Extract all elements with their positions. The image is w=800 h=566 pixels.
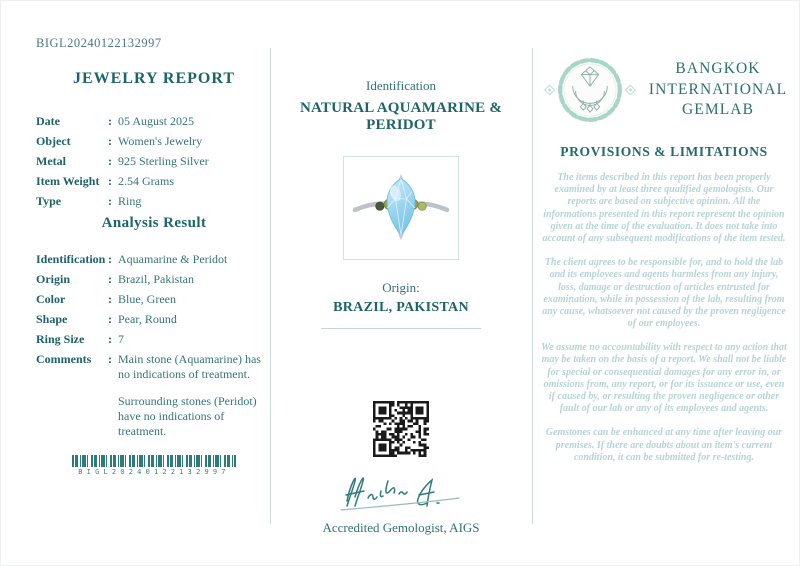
field-label: Item Weight <box>36 174 100 188</box>
report-details-column <box>36 70 272 476</box>
barcode-text: BIGL20240122132997 <box>78 468 230 476</box>
field-row-ring-size <box>36 332 272 347</box>
comments-paragraph-1: Main stone (Aquamarine) has no indications of treatment. <box>118 352 261 381</box>
lab-header <box>540 52 788 128</box>
barcode <box>72 455 236 467</box>
field-colon: : <box>108 292 112 306</box>
field-colon: : <box>108 352 112 366</box>
field-label: Ring Size <box>36 332 85 346</box>
field-colon: : <box>108 194 112 208</box>
field-label: Type <box>36 194 62 208</box>
qr-code <box>373 401 429 457</box>
identification-heading: Identification <box>365 78 437 93</box>
field-label: Comments <box>36 352 92 366</box>
field-value: 7 <box>118 332 124 346</box>
field-value: 05 August 2025 <box>118 114 195 128</box>
field-colon: : <box>108 272 112 286</box>
identification-column <box>272 78 530 536</box>
field-value: 2.54 Grams <box>118 174 174 188</box>
field-row-object <box>36 134 272 149</box>
field-row-origin <box>36 272 272 287</box>
field-value: Aquamarine & Peridot <box>118 252 228 266</box>
provision-paragraph-2: The client agrees to be responsible for, and to hold the lab and its employees and agents harmless from any injury, loss, damage or destruction of articles entrusted for examination, while in possession of the lab, resulting from any cause, whatsoever not caused by the proven negligence of our employees. <box>542 257 786 330</box>
field-row-date <box>36 114 272 129</box>
field-colon: : <box>108 252 112 266</box>
field-row-item-weight <box>36 174 272 189</box>
lab-name-line: BANGKOK <box>675 60 761 78</box>
ring-photo <box>349 162 453 254</box>
field-label: Color <box>36 292 66 306</box>
field-value: Blue, Green <box>118 292 176 306</box>
analysis-result-title: Analysis Result <box>101 215 207 231</box>
field-row-type <box>36 194 272 209</box>
column-divider-right <box>532 48 533 524</box>
field-value <box>118 352 272 439</box>
field-value: Brazil, Pakistan <box>118 272 194 286</box>
field-colon: : <box>108 332 112 346</box>
field-row-identification <box>36 252 272 267</box>
identification-value: NATURAL AQUAMARINE & PERIDOT <box>299 100 503 133</box>
column-divider-left <box>270 48 271 524</box>
field-label: Origin <box>36 272 71 286</box>
field-value: Pear, Round <box>118 312 177 326</box>
origin-heading: Origin: <box>382 280 420 295</box>
field-value: Ring <box>118 194 142 208</box>
field-row-metal <box>36 154 272 169</box>
lab-name-line: INTERNATIONAL <box>648 80 788 98</box>
field-value: 925 Sterling Silver <box>118 154 209 168</box>
signature <box>272 465 530 520</box>
serial-number: BIGL20240122132997 <box>36 36 162 50</box>
field-colon: : <box>108 114 112 128</box>
field-label: Metal <box>36 154 66 168</box>
field-colon: : <box>108 134 112 148</box>
field-colon: : <box>108 174 112 188</box>
provisions-title: PROVISIONS & LIMITATIONS <box>560 144 768 159</box>
provision-paragraph-1: The items described in this report has been properly examined by at least three qualified gemologists. Our reports are based on subjective opinion. All the informations presented in this report represent the opinion given at the time of the evaluation. It does not take into account of any subsequent modifications of the item tested. <box>542 172 786 244</box>
barcode-block <box>36 455 272 476</box>
field-label: Shape <box>36 312 68 326</box>
comments-paragraph-2: Surrounding stones (Peridot) have no indications of treatment. <box>118 394 257 438</box>
jewelry-report-title: JEWELRY REPORT <box>72 70 236 87</box>
gemologist-title: Accredited Gemologist, AIGS <box>322 520 480 535</box>
lab-column <box>540 52 788 464</box>
lab-name-line: GEMLAB <box>681 101 755 119</box>
lab-name <box>648 59 788 120</box>
ring-photo-frame <box>343 156 459 260</box>
provision-paragraph-3: We assume no accountability with respect to any action that may be taken on the basis of a report. We shall not be liable for special or consequential damages for any error in, or omissions from, any report, or for its issuance or use, even if caused by, or resulting the proven negligence or other fault of our lab or any of its employees and agents. <box>541 342 787 415</box>
field-label: Date <box>36 114 60 128</box>
origin-value: BRAZIL, PAKISTAN <box>333 300 469 315</box>
provision-paragraph-4: Gemstones can be enhanced at any time after leaving our premises. If there are doubts about an item's current condition, it can be submitted for re-testing. <box>545 427 783 463</box>
field-row-comments <box>36 352 272 439</box>
field-row-color <box>36 292 272 307</box>
field-colon: : <box>108 312 112 326</box>
field-value: Women's Jewelry <box>118 134 203 148</box>
origin-divider <box>321 328 481 329</box>
field-colon: : <box>108 154 112 168</box>
gemlab-logo-icon <box>540 52 640 128</box>
field-label: Identification <box>36 252 106 266</box>
field-row-shape <box>36 312 272 327</box>
field-label: Object <box>36 134 71 148</box>
